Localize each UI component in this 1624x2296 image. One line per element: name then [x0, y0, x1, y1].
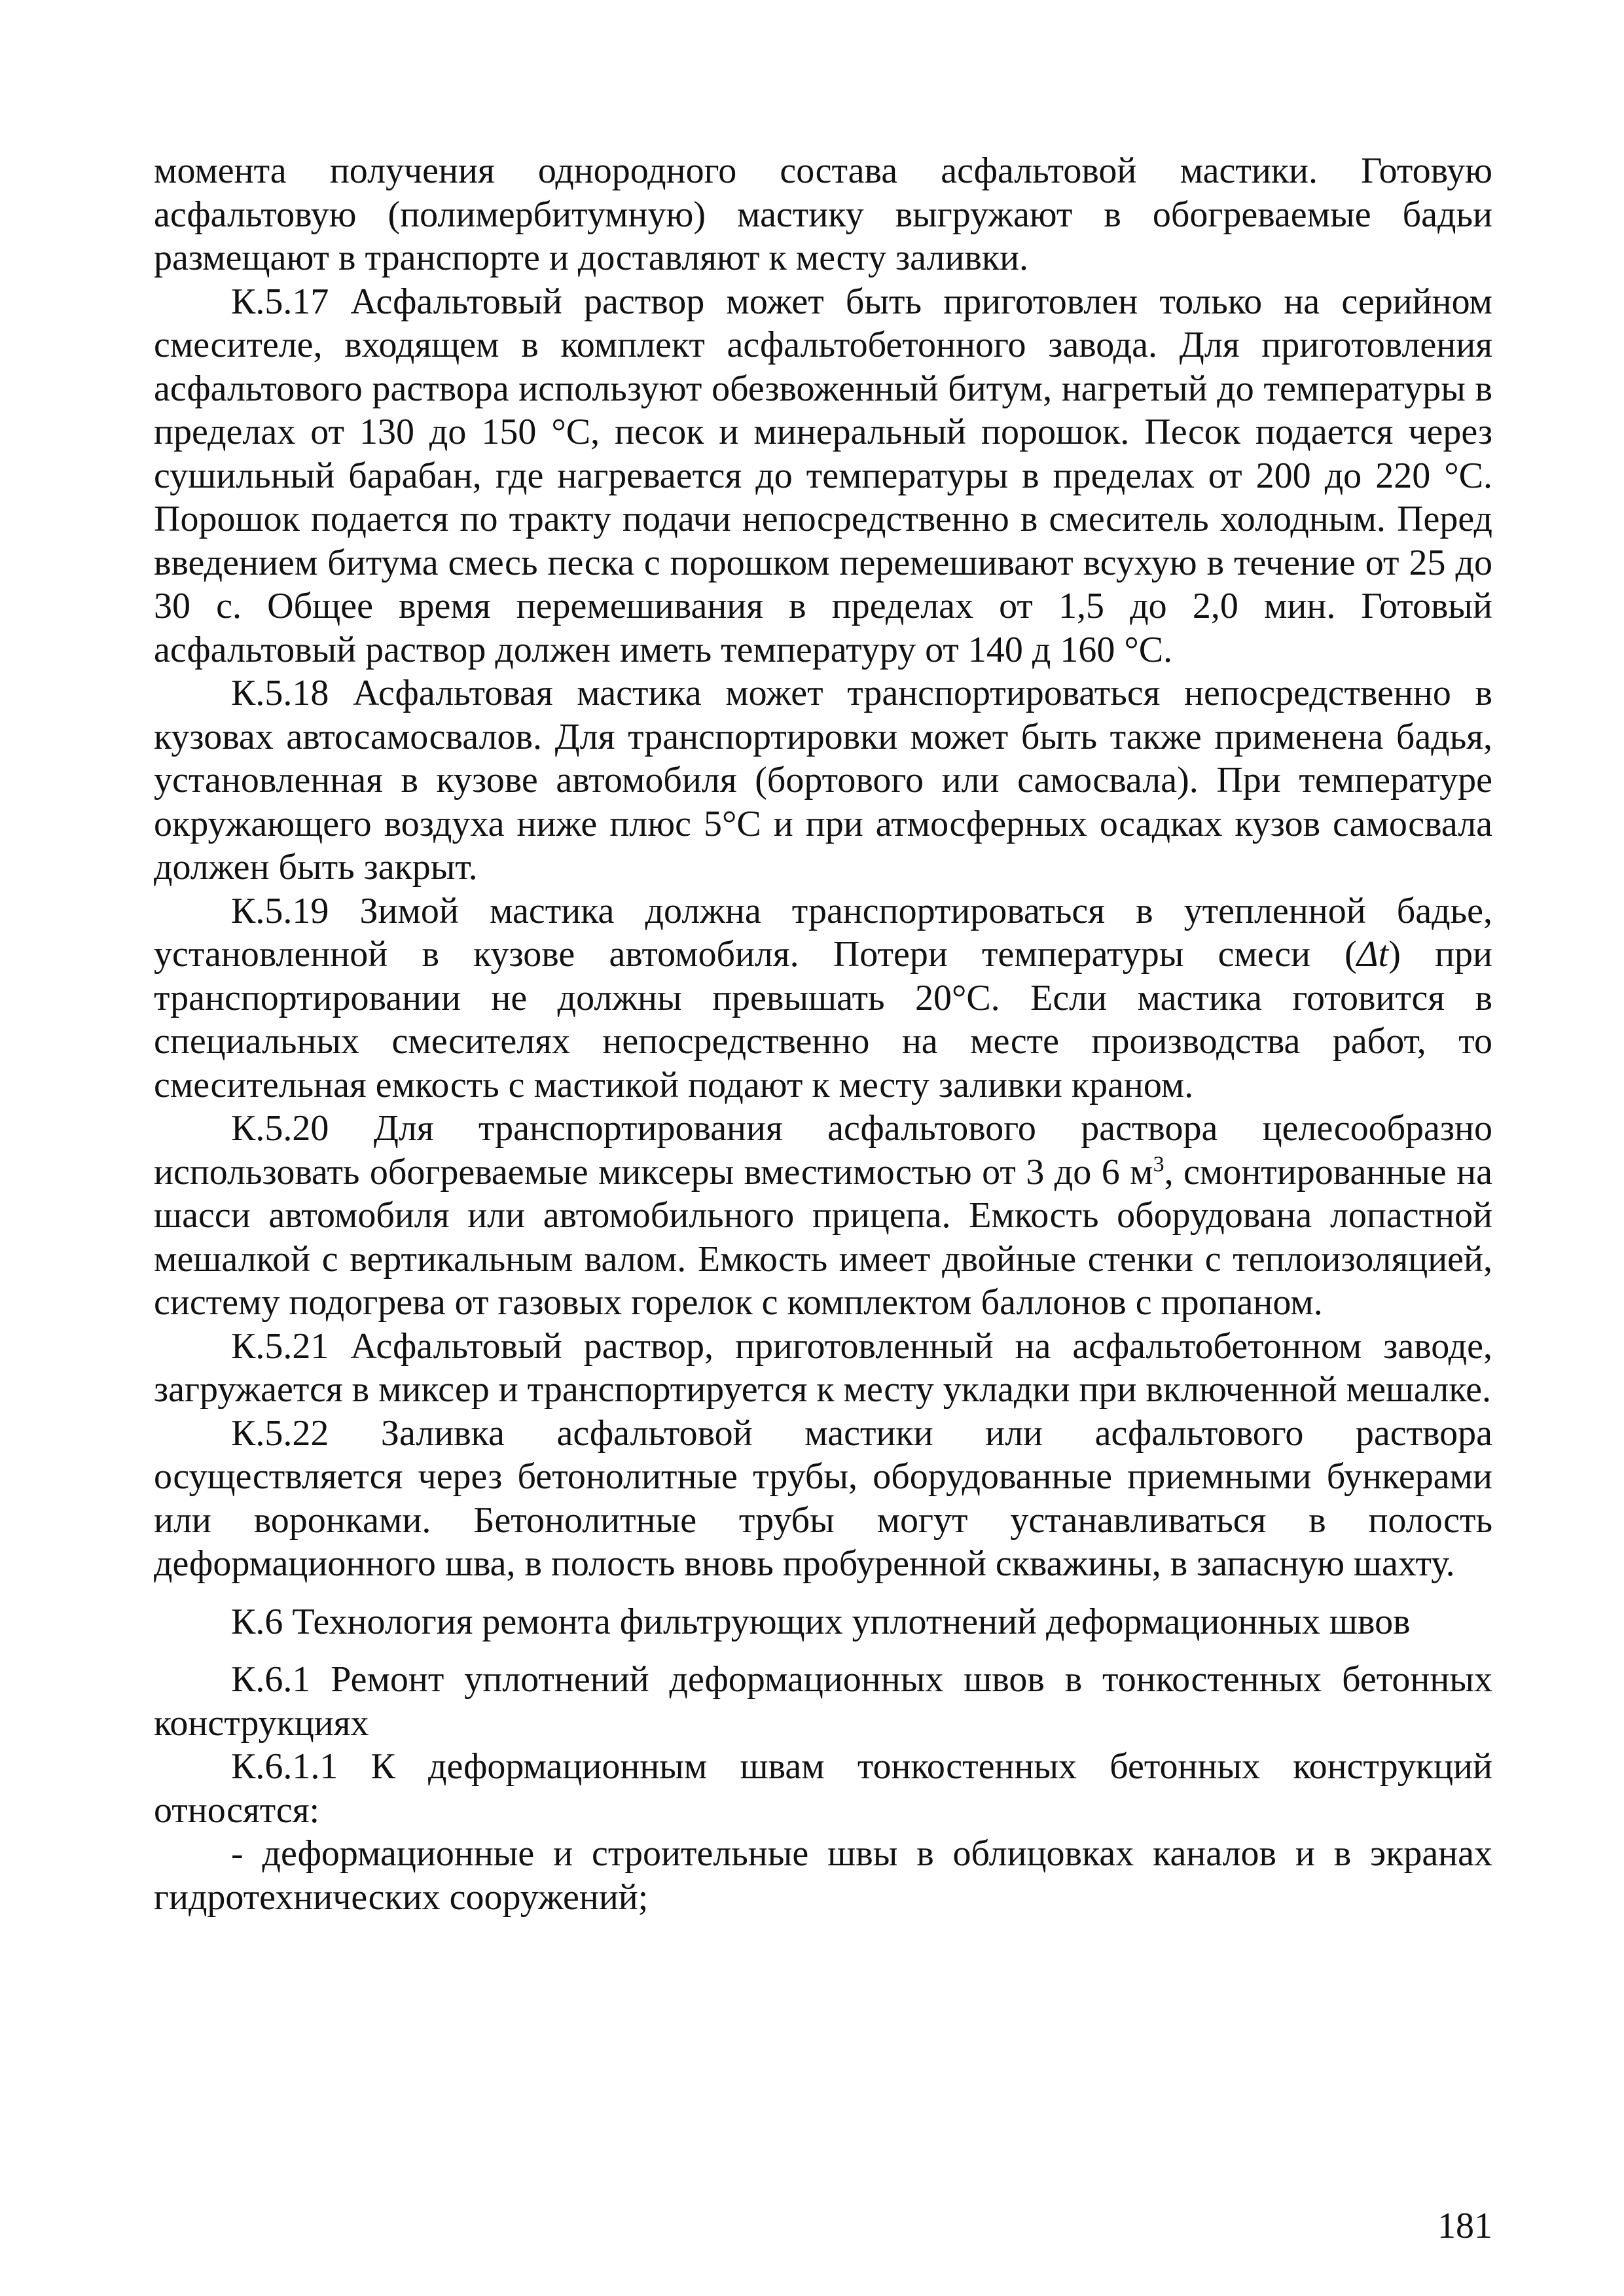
delta-t-symbol: Δt	[1356, 934, 1389, 975]
paragraph-k-5-22: К.5.22 Заливка асфальтовой мастики или асфальтового раствора осуществляется через бетонолитные трубы, оборудованные приемными бункерами или воронками. Бетонолитные трубы могут устанавливаться в полость деформационного шва, в полость вновь пробуренной скважины, в запасную шахту.	[154, 1412, 1492, 1584]
paragraph-k-5-21: К.5.21 Асфальтовый раствор, приготовленный на асфальтобетонном заводе, загружается в миксер и транспортируется к месту укладки при включенной мешалке.	[154, 1325, 1492, 1410]
subsection-heading-k-6-1: К.6.1 Ремонт уплотнений деформационных швов в тонкостенных бетонных конструкциях	[154, 1659, 1492, 1744]
paragraph-k-5-19-text-a: К.5.19 Зимой мастика должна транспортироваться в утепленной бадье, установленной в кузове автомобиля. Потери температуры смеси (	[154, 890, 1492, 975]
section-heading-k-6: К.6 Технология ремонта фильтрующих уплотнений деформационных швов	[231, 1601, 1411, 1642]
paragraph-k-5-17: К.5.17 Асфальтовый раствор может быть приготовлен только на серийном смесителе, входящем в комплект асфальтобетонного завода. Для приготовления асфальтового раствора используют обезвоженный битум, нагретый до температуры в пределах от 130 до 150 °С, песок и минеральный порошок. Песок подается через сушильный барабан, где нагревается до температуры в пределах от 200 до 220 °С. Порошок подается по тракту подачи непосредственно в смеситель холодным. Перед введением битума смесь песка с порошком перемешивают всухую в течение от 25 до 30 с. Общее время перемешивания в пределах от 1,5 до 2,0 мин. Готовый асфальтовый раствор должен иметь температуру от 140 д 160 °С.	[154, 281, 1492, 670]
paragraph-k-6-1-1: К.6.1.1 К деформационным швам тонкостенных бетонных конструкций относятся:	[154, 1746, 1492, 1831]
paragraph-continuation: момента получения однородного состава асфальтовой мастики. Готовую асфальтовую (полимербитумную) мастику выгружают в обогреваемые бадьи размещают в транспорте и доставляют к месту заливки.	[154, 151, 1492, 278]
cubic-superscript: 3	[1153, 1151, 1164, 1176]
paragraph-k-5-19	[154, 889, 1492, 1107]
list-item: - деформационные и строительные швы в облицовках каналов и в экранах гидротехнических сооружений;	[154, 1833, 1492, 1918]
paragraph-k-5-20-text-a: К.5.20 Для транспортирования асфальтового раствора целесообразно использовать обогреваемые миксеры вместимостью от 3 до 6 м	[154, 1108, 1492, 1193]
paragraph-k-5-19-text-b: ) при транспортировании не должны превышать 20°С. Если мастика готовится в специальных смесителях непосредственно на месте производства работ, то смесительная емкость с мастикой подают к месту заливки краном.	[154, 934, 1492, 1105]
page-number: 181	[1437, 2206, 1492, 2246]
paragraph-k-5-20-text-b: , смонтированные на шасси автомобиля или автомобильного прицепа. Емкость оборудована лопастной мешалкой с вертикальным валом. Емкость имеет двойные стенки с теплоизоляцией, систему подогрева от газовых горелок с комплектом баллонов с пропаном.	[154, 1151, 1492, 1323]
paragraph-k-5-20	[154, 1107, 1492, 1325]
paragraph-k-5-18: К.5.18 Асфальтовая мастика может транспортироваться непосредственно в кузовах автосамосвалов. Для транспортировки может быть также применена бадья, установленная в кузове автомобиля (бортового или самосвала). При температуре окружающего воздуха ниже плюс 5°С и при атмосферных осадках кузов самосвала должен быть закрыт.	[154, 673, 1492, 888]
document-page	[154, 149, 1492, 1919]
